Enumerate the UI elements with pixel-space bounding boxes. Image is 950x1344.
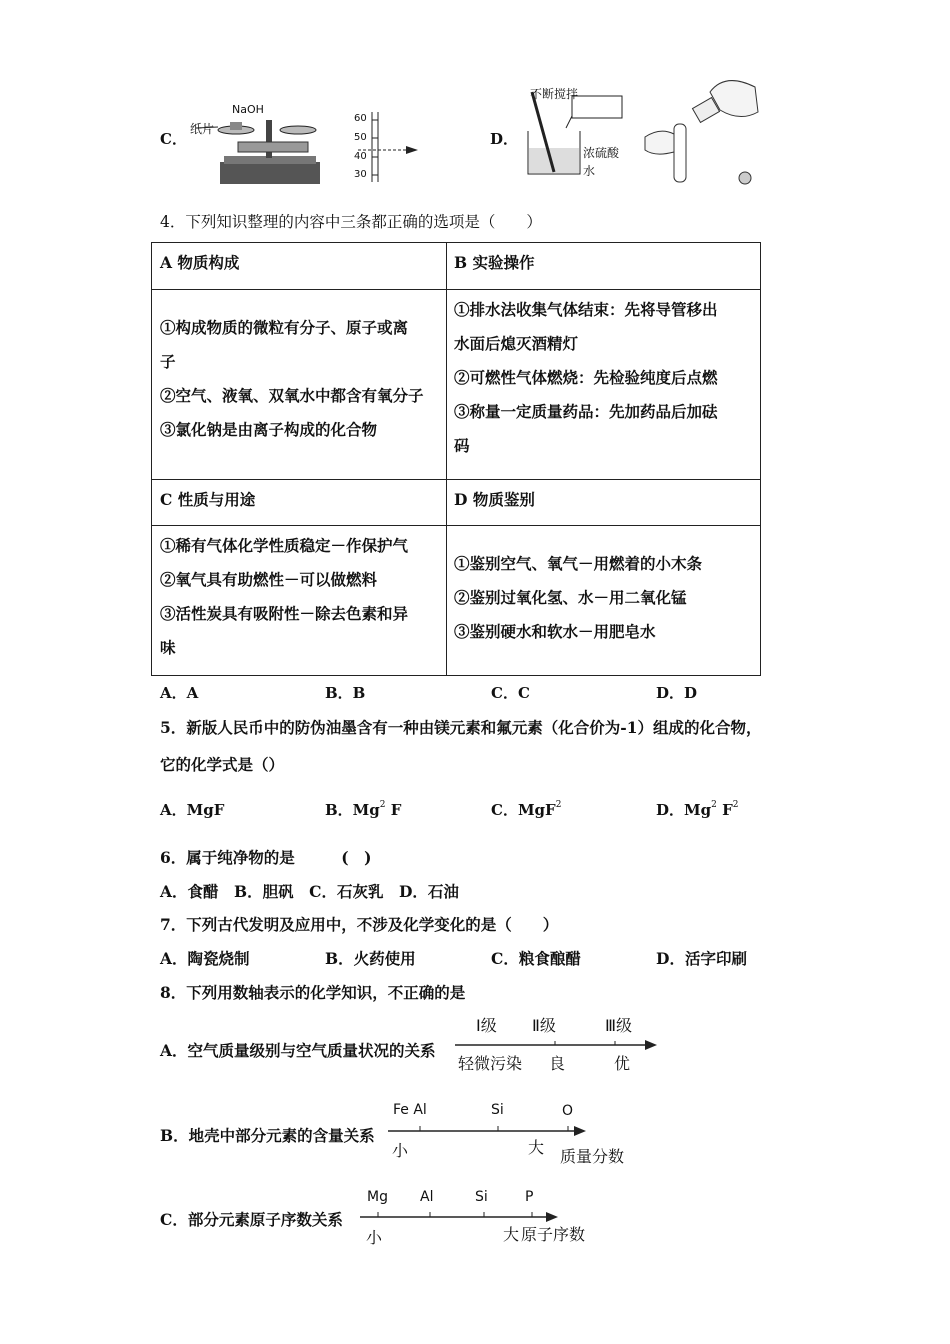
q8-a-bottom-2: 良 — [549, 1054, 566, 1073]
q8-a-axis — [455, 1036, 660, 1052]
q7-option-c: C．粮食酿醋 — [491, 949, 581, 968]
q8-b-top-2: Si — [491, 1102, 504, 1118]
q4-stem: 4．下列知识整理的内容中三条都正确的选项是（ ） — [160, 213, 542, 231]
q5-option-b: B．Mg$^2$ F — [325, 800, 402, 819]
q8-c-top-4: P — [525, 1189, 534, 1205]
q8-b-axis — [388, 1122, 588, 1138]
q6-options: A．食醋 B．胆矾 C．石灰乳 D．石油 — [160, 882, 459, 901]
cell-d-body: ①鉴别空气、氧气－用燃着的小木条 ②鉴别过氧化氢、水－用二氧化锰 ③鉴别硬水和软水－用肥皂水 — [454, 554, 703, 641]
stir-label: 不断搅拌 — [530, 87, 579, 101]
q8-stem: 8．下列用数轴表示的化学知识，不正确的是 — [160, 983, 466, 1002]
q5-option-d: D．Mg$^2$ $F^2$ — [656, 800, 739, 819]
q8-b-top-3: O — [562, 1103, 574, 1119]
cyl-tick-50: 50 — [354, 132, 367, 143]
q4-option-d: D．D — [656, 684, 698, 702]
paper-label: 纸片 — [190, 122, 215, 136]
q8-c-top-3: Si — [475, 1189, 488, 1205]
q8-b-text: B．地壳中部分元素的含量关系 — [160, 1126, 375, 1145]
cyl-tick-30: 30 — [354, 169, 367, 180]
cell-c-head: C 性质与用途 — [160, 490, 256, 509]
q8-b-unit: 质量分数 — [560, 1147, 625, 1166]
q5-stem-line2: 它的化学式是（） — [160, 755, 285, 774]
q8-b-right: 大 — [528, 1138, 545, 1157]
cell-d-head: D 物质鉴别 — [454, 490, 535, 509]
q8-c-top-2: Al — [420, 1189, 434, 1205]
q8-c-text: C．部分元素原子序数关系 — [160, 1210, 343, 1229]
q4-option-a: A．A — [160, 684, 199, 702]
q3-option-c-label: C． — [160, 130, 187, 148]
water-label: 水 — [583, 164, 596, 178]
q8-c-unit: 原子序数 — [521, 1225, 586, 1244]
q3-option-d-label: D． — [490, 130, 519, 148]
q8-a-text: A．空气质量级别与空气质量状况的关系 — [160, 1041, 436, 1060]
q5-option-c: C．MgF$^2$ — [491, 800, 562, 819]
q7-option-b: B．火药使用 — [325, 949, 416, 968]
cell-a-head: A 物质构成 — [160, 253, 240, 272]
q8-c-left: 小 — [366, 1228, 383, 1247]
q4-option-c: C．C — [491, 684, 530, 702]
knowledge-table — [151, 242, 761, 676]
q8-b-left: 小 — [392, 1141, 409, 1160]
q8-a-top-3: Ⅲ级 — [605, 1016, 633, 1035]
q8-a-bottom-1: 轻微污染 — [458, 1054, 523, 1073]
cell-b-body: ①排水法收集气体结束：先将导管移出 水面后熄灭酒精灯 ②可燃性气体燃烧：先检验纯度后点燃 ③称量一定质量药品：先加药品后加砝 码 — [454, 300, 718, 455]
q5-option-a: A．MgF — [160, 801, 225, 819]
cyl-tick-40: 40 — [354, 151, 367, 162]
q7-stem: 7．下列古代发明及应用中，不涉及化学变化的是（ ） — [160, 915, 559, 934]
q8-c-top-1: Mg — [367, 1189, 388, 1205]
acid-label: 浓硫酸 — [583, 146, 620, 160]
q6-stem: 6．属于纯净物的是 ( ) — [160, 848, 372, 867]
q8-b-top-1: Fe Al — [393, 1102, 427, 1118]
q8-a-bottom-3: 优 — [614, 1054, 631, 1073]
pouring-hands-figure — [640, 72, 765, 187]
cell-c-body: ①稀有气体化学性质稳定－作保护气 ②氧气具有助燃性－可以做燃料 ③活性炭具有吸附性－除去色素和异 味 — [160, 536, 409, 657]
q7-option-a: A．陶瓷烧制 — [160, 949, 250, 968]
q7-option-d: D．活字印刷 — [656, 949, 747, 968]
naoh-label: NaOH — [232, 103, 264, 116]
q5-stem-line1: 5．新版人民币中的防伪油墨含有一种由镁元素和氟元素（化合价为-1）组成的化合物， — [160, 718, 762, 737]
q8-c-right: 大 — [503, 1225, 520, 1244]
q8-a-top-2: Ⅱ级 — [532, 1016, 556, 1035]
cyl-tick-60: 60 — [354, 113, 367, 124]
cell-a-body: ①构成物质的微粒有分子、原子或离 子 ②空气、液氧、双氧水中都含有氧分子 ③氯化钠是由离子构成的化合物 — [160, 318, 424, 439]
cell-b-head: B 实验操作 — [454, 253, 535, 272]
q4-option-b: B．B — [325, 684, 366, 702]
q8-a-top-1: Ⅰ级 — [476, 1016, 497, 1035]
